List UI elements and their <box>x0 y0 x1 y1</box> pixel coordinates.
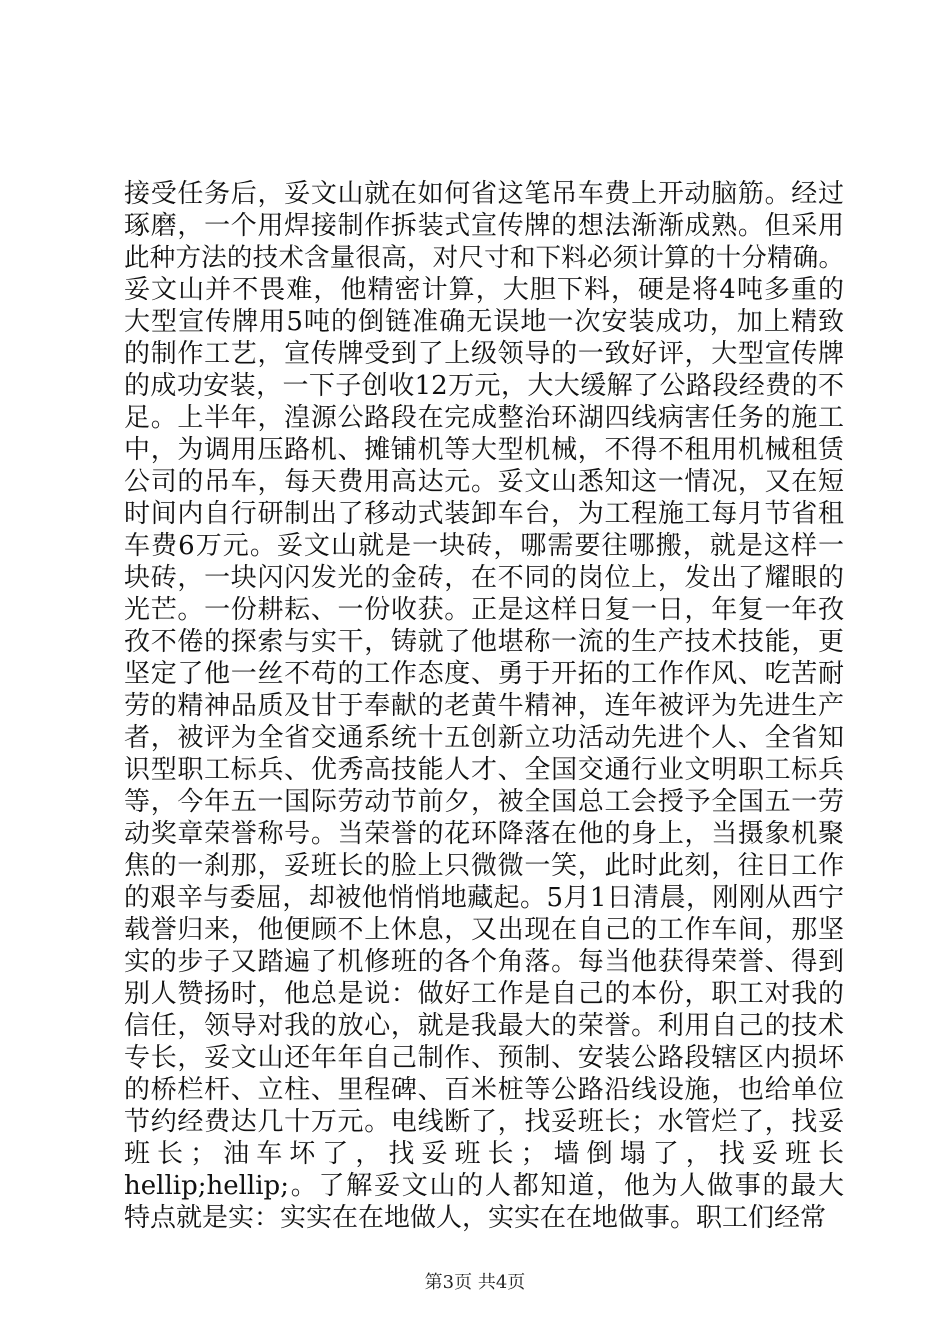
text-line: 班长；油车坏了，找妥班长；墙倒塌了，找妥班长 <box>124 1139 844 1169</box>
text-line: hellip;hellip;。了解妥文山的人都知道，他为人做事的最大 <box>124 1171 844 1201</box>
text-line: 公司的吊车，每天费用高达元。妥文山悉知这一情况，又在短 <box>124 467 844 497</box>
text-line: 车费6万元。妥文山就是一块砖，哪需要往哪搬，就是这样一 <box>124 531 844 561</box>
text-line: 信任，领导对我的放心，就是我最大的荣誉。利用自己的技术 <box>124 1011 844 1041</box>
text-line: 时间内自行研制出了移动式装卸车台，为工程施工每月节省租 <box>124 499 844 529</box>
text-line: 节约经费达几十万元。电线断了，找妥班长；水管烂了，找妥 <box>124 1107 844 1137</box>
text-line: 等，今年五一国际劳动节前夕，被全国总工会授予全国五一劳 <box>124 787 844 817</box>
text-line: 载誉归来，他便顾不上休息，又出现在自己的工作车间，那坚 <box>124 915 844 945</box>
text-line: 动奖章荣誉称号。当荣誉的花环降落在他的身上，当摄象机聚 <box>124 819 844 849</box>
text-line: 块砖，一块闪闪发光的金砖，在不同的岗位上，发出了耀眼的 <box>124 563 844 593</box>
text-line: 中，为调用压路机、摊铺机等大型机械，不得不租用机械租赁 <box>124 435 844 465</box>
text-line: 妥文山并不畏难，他精密计算，大胆下料，硬是将4吨多重的 <box>124 275 844 305</box>
text-line: 光芒。一份耕耘、一份收获。正是这样日复一日，年复一年孜 <box>124 595 844 625</box>
text-line: 焦的一刹那，妥班长的脸上只微微一笑，此时此刻，往日工作 <box>124 851 844 881</box>
text-line: 的成功安装，一下子创收12万元，大大缓解了公路段经费的不 <box>124 371 844 401</box>
text-line: 的桥栏杆、立柱、里程碑、百米桩等公路沿线设施，也给单位 <box>124 1075 844 1105</box>
text-line: 者，被评为全省交通系统十五创新立功活动先进个人、全省知 <box>124 723 844 753</box>
text-line: 足。上半年，湟源公路段在完成整治环湖四线病害任务的施工 <box>124 403 844 433</box>
text-line: 的制作工艺，宣传牌受到了上级领导的一致好评，大型宣传牌 <box>124 339 844 369</box>
text-line: 劳的精神品质及甘于奉献的老黄牛精神，连年被评为先进生产 <box>124 691 844 721</box>
text-line: 专长，妥文山还年年自己制作、预制、安装公路段辖区内损坏 <box>124 1043 844 1073</box>
text-line: 孜不倦的探索与实干，铸就了他堪称一流的生产技术技能，更 <box>124 627 844 657</box>
text-line: 接受任务后，妥文山就在如何省这笔吊车费上开动脑筋。经过 <box>124 179 844 209</box>
text-line: 此种方法的技术含量很高，对尺寸和下料必须计算的十分精确。 <box>124 243 844 273</box>
text-line: 大型宣传牌用5吨的倒链准确无误地一次安装成功，加上精致 <box>124 307 844 337</box>
page-number-footer: 第3页 共4页 <box>424 1272 526 1293</box>
text-line: 识型职工标兵、优秀高技能人才、全国交通行业文明职工标兵 <box>124 755 844 785</box>
text-line: 实的步子又踏遍了机修班的各个角落。每当他获得荣誉、得到 <box>124 947 844 977</box>
text-line: 别人赞扬时，他总是说：做好工作是自己的本份，职工对我的 <box>124 979 844 1009</box>
body-text <box>124 178 844 1234</box>
text-line: 琢磨，一个用焊接制作拆装式宣传牌的想法渐渐成熟。但采用 <box>124 211 844 241</box>
text-line: 坚定了他一丝不苟的工作态度、勇于开拓的工作作风、吃苦耐 <box>124 659 844 689</box>
text-line: 特点就是实：实实在在地做人，实实在在地做事。职工们经常 <box>124 1203 827 1233</box>
text-line: 的艰辛与委屈，却被他悄悄地藏起。5月1日清晨，刚刚从西宁 <box>124 883 844 913</box>
